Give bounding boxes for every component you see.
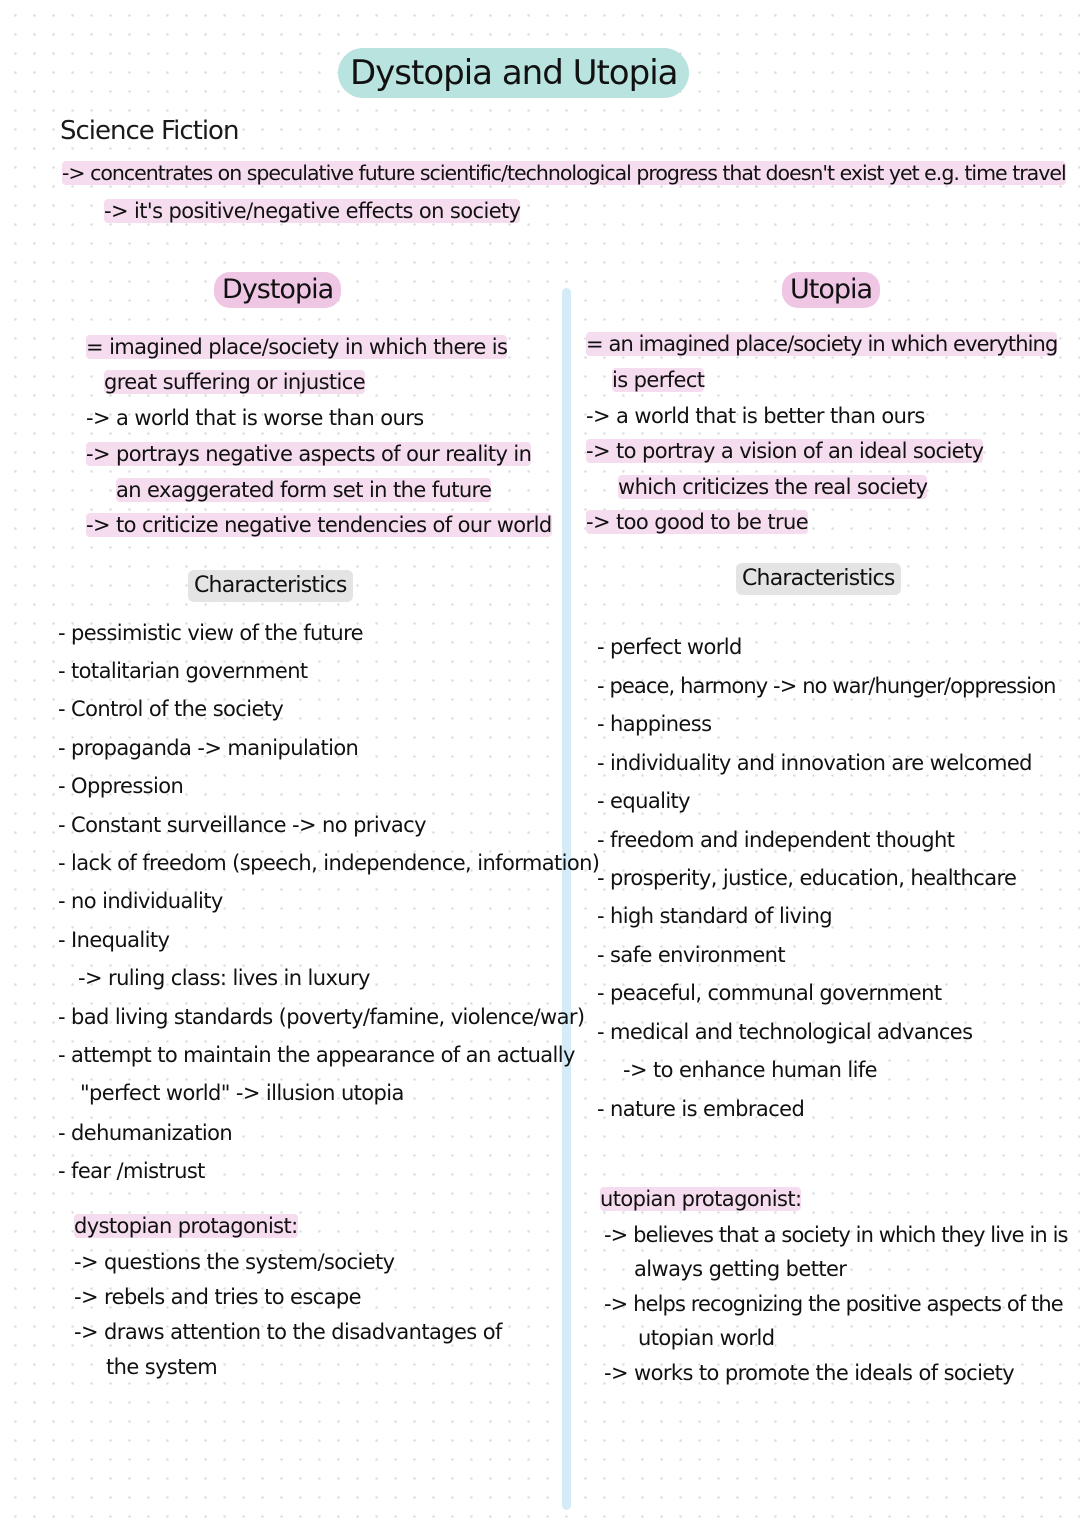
utopia-def-1 bbox=[586, 331, 1057, 357]
dystopia-char-item: - lack of freedom (speech, independence, information) bbox=[58, 851, 600, 875]
dystopia-def-3: -> a world that is worse than ours bbox=[86, 406, 424, 430]
dystopia-def-5-text: an exaggerated form set in the future bbox=[116, 478, 492, 502]
utopia-def-6-text: -> too good to be true bbox=[586, 510, 809, 534]
dystopia-char-item: - Oppression bbox=[58, 774, 184, 798]
utopia-char-item: - peaceful, communal government bbox=[597, 981, 942, 1005]
utopian-protagonist-item: -> helps recognizing the positive aspects of the bbox=[604, 1292, 1063, 1316]
column-divider bbox=[562, 288, 571, 1510]
utopia-def-5 bbox=[618, 474, 927, 500]
utopian-protagonist-item: always getting better bbox=[634, 1257, 847, 1281]
utopia-heading: Utopia bbox=[782, 272, 880, 308]
dystopia-def-4-text: -> portrays negative aspects of our reality in bbox=[86, 442, 532, 466]
utopia-def-1-text: = an imagined place/society in which everything bbox=[586, 332, 1058, 356]
dystopia-def-6 bbox=[86, 512, 552, 538]
utopia-def-4 bbox=[586, 438, 983, 464]
science-fiction-line-2-text: -> it's positive/negative effects on society bbox=[104, 199, 521, 223]
utopian-protagonist-heading bbox=[600, 1186, 801, 1212]
dystopia-char-item: - no individuality bbox=[58, 889, 223, 913]
dystopia-def-1 bbox=[86, 334, 507, 360]
dystopian-protagonist-item: -> rebels and tries to escape bbox=[74, 1285, 361, 1309]
utopia-char-item: - high standard of living bbox=[597, 904, 833, 928]
utopia-def-4-text: -> to portray a vision of an ideal society bbox=[586, 439, 984, 463]
utopia-char-item: - perfect world bbox=[597, 635, 742, 659]
utopia-char-item: - nature is embraced bbox=[597, 1097, 805, 1121]
utopia-char-item: - freedom and independent thought bbox=[597, 828, 955, 852]
dystopia-def-2-text: great suffering or injustice bbox=[104, 370, 366, 394]
utopian-protagonist-heading-text: utopian protagonist: bbox=[600, 1187, 802, 1211]
dystopian-protagonist-item: -> draws attention to the disadvantages of bbox=[74, 1320, 502, 1344]
utopia-char-item: - safe environment bbox=[597, 943, 785, 967]
dystopia-def-6-text: -> to criticize negative tendencies of our world bbox=[86, 513, 552, 537]
science-fiction-line-1 bbox=[62, 160, 1066, 186]
dystopia-char-item: "perfect world" -> illusion utopia bbox=[80, 1081, 404, 1105]
utopia-char-item: - equality bbox=[597, 789, 691, 813]
science-fiction-heading: Science Fiction bbox=[60, 116, 239, 146]
dystopia-char-item: - propaganda -> manipulation bbox=[58, 736, 359, 760]
dystopia-def-4 bbox=[86, 441, 531, 467]
utopia-char-item: - medical and technological advances bbox=[597, 1020, 973, 1044]
science-fiction-line-2 bbox=[104, 198, 520, 224]
dystopia-heading: Dystopia bbox=[214, 272, 341, 308]
page-title: Dystopia and Utopia bbox=[338, 48, 689, 98]
utopia-def-6 bbox=[586, 509, 808, 535]
utopia-def-2-text: is perfect bbox=[612, 368, 705, 392]
dystopia-char-item: - dehumanization bbox=[58, 1121, 233, 1145]
utopia-characteristics-heading: Characteristics bbox=[736, 563, 901, 595]
dystopia-char-item: - totalitarian government bbox=[58, 659, 308, 683]
dystopia-characteristics-heading: Characteristics bbox=[188, 570, 353, 602]
dystopian-protagonist-heading bbox=[74, 1213, 298, 1239]
dystopian-protagonist-heading-text: dystopian protagonist: bbox=[74, 1214, 298, 1238]
dystopia-char-item: - bad living standards (poverty/famine, violence/war) bbox=[58, 1005, 585, 1029]
utopia-def-2 bbox=[612, 367, 704, 393]
dystopia-char-item: - Constant surveillance -> no privacy bbox=[58, 813, 426, 837]
utopia-char-item: - happiness bbox=[597, 712, 712, 736]
dystopia-def-1-text: = imagined place/society in which there is bbox=[86, 335, 508, 359]
dystopia-def-5 bbox=[116, 477, 491, 503]
dystopia-char-item: - Inequality bbox=[58, 928, 170, 952]
dystopia-char-item: - Control of the society bbox=[58, 697, 284, 721]
science-fiction-line-1-text: -> concentrates on speculative future scientific/technological progress that doesn't exist yet e.g. time travel bbox=[62, 161, 1066, 185]
dystopia-char-item: - fear /mistrust bbox=[58, 1159, 205, 1183]
utopia-def-3: -> a world that is better than ours bbox=[586, 404, 925, 428]
utopian-protagonist-item: utopian world bbox=[638, 1326, 775, 1350]
dystopia-char-item: -> ruling class: lives in luxury bbox=[78, 966, 370, 990]
dystopia-char-item: - pessimistic view of the future bbox=[58, 621, 363, 645]
utopia-def-5-text: which criticizes the real society bbox=[618, 475, 928, 499]
utopia-char-item: - peace, harmony -> no war/hunger/oppression bbox=[597, 674, 1056, 698]
utopia-char-item: - individuality and innovation are welcomed bbox=[597, 751, 1032, 775]
dystopia-def-2 bbox=[104, 369, 365, 395]
dystopian-protagonist-item: the system bbox=[106, 1355, 218, 1379]
utopia-char-item: -> to enhance human life bbox=[623, 1058, 877, 1082]
utopia-char-item: - prosperity, justice, education, healthcare bbox=[597, 866, 1017, 890]
dystopian-protagonist-item: -> questions the system/society bbox=[74, 1250, 395, 1274]
utopian-protagonist-item: -> believes that a society in which they live in is bbox=[604, 1223, 1068, 1247]
dystopia-char-item: - attempt to maintain the appearance of an actually bbox=[58, 1043, 575, 1067]
utopian-protagonist-item: -> works to promote the ideals of society bbox=[604, 1361, 1015, 1385]
